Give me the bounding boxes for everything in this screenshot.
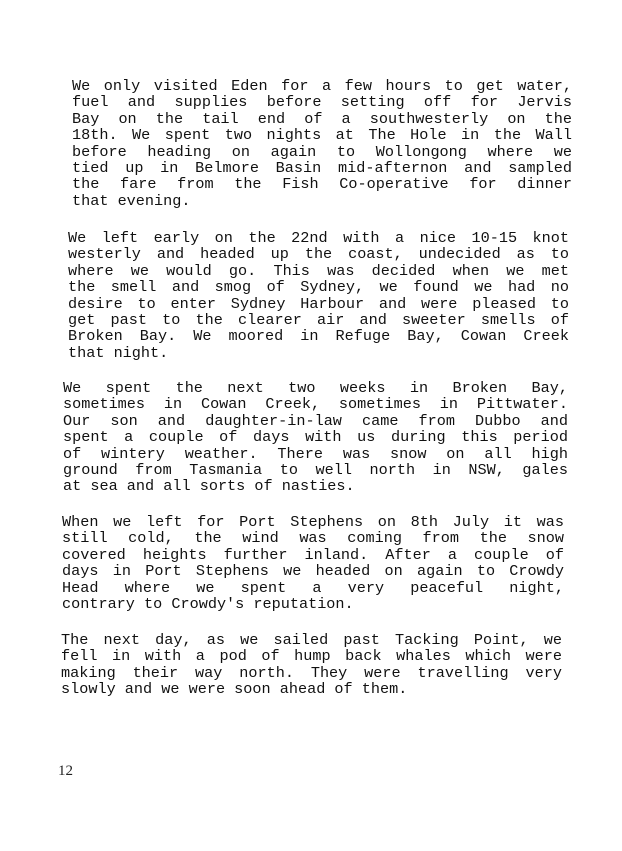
text-line: covered heights further inland. After a couple of	[62, 545, 564, 564]
text-line: ground from Tasmania to well north in NSW, gales	[63, 461, 568, 480]
text-line: at sea and all sorts of nasties.	[63, 477, 355, 496]
text-line: the fare from the Fish Co-operative for dinner	[72, 175, 572, 194]
text-line: The next day, as we sailed past Tacking Point, we	[61, 631, 562, 649]
paragraph-broken-bay	[63, 380, 568, 495]
paragraph-sydney	[68, 230, 569, 361]
text-line: We left early on the 22nd with a nice 10-15 knot	[68, 229, 569, 247]
text-line: We only visited Eden for a few hours to get water,	[72, 77, 572, 95]
text-line: get past to the clearer air and sweeter smells of	[68, 311, 569, 330]
text-line: spent a couple of days with us during this period	[63, 428, 568, 447]
text-line: Our son and daughter-in-law came from Dubbo and	[63, 411, 568, 430]
text-line: slowly and we were soon ahead of them.	[61, 680, 408, 699]
text-line: desire to enter Sydney Harbour and were pleased to	[68, 294, 569, 313]
text-line: contrary to Crowdy's reputation.	[62, 595, 354, 614]
text-line: still cold, the wind was coming from the snow	[62, 529, 564, 548]
text-line: Bay on the tail end of a southwesterly on the	[72, 109, 572, 128]
text-line: that night.	[68, 343, 169, 362]
text-line: Broken Bay. We moored in Refuge Bay, Cowan Creek	[68, 327, 569, 346]
text-line: fuel and supplies before setting off for Jervis	[72, 93, 572, 112]
text-line: tied up in Belmore Basin mid-afternon and sampled	[72, 159, 572, 178]
text-line: the smell and smog of Sydney, we found we had no	[68, 278, 569, 297]
text-line: Head where we spent a very peaceful night,	[62, 578, 564, 597]
text-line: sometimes in Cowan Creek, sometimes in Pittwater.	[63, 395, 568, 414]
paragraph-whales	[61, 632, 562, 698]
text-line: westerly and headed up the coast, undecided as to	[68, 245, 569, 264]
text-line: days in Port Stephens we headed on again to Crowdy	[62, 562, 564, 581]
text-line: We spent the next two weeks in Broken Bay,	[63, 379, 568, 397]
paragraph-port-stephens	[62, 514, 564, 612]
text-line: When we left for Port Stephens on 8th July it was	[62, 513, 564, 531]
text-line: 18th. We spent two nights at The Hole in the Wall	[72, 126, 572, 145]
text-line: before heading on again to Wollongong where we	[72, 142, 572, 161]
text-line: where we would go. This was decided when we met	[68, 261, 569, 280]
page-number: 12	[58, 763, 73, 779]
text-line: of wintery weather. There was snow on all high	[63, 444, 568, 463]
text-line: making their way north. They were travelling very	[61, 663, 562, 682]
text-line: fell in with a pod of hump back whales which were	[61, 647, 562, 666]
text-line: that evening.	[72, 191, 191, 210]
paragraph-eden	[72, 78, 572, 209]
